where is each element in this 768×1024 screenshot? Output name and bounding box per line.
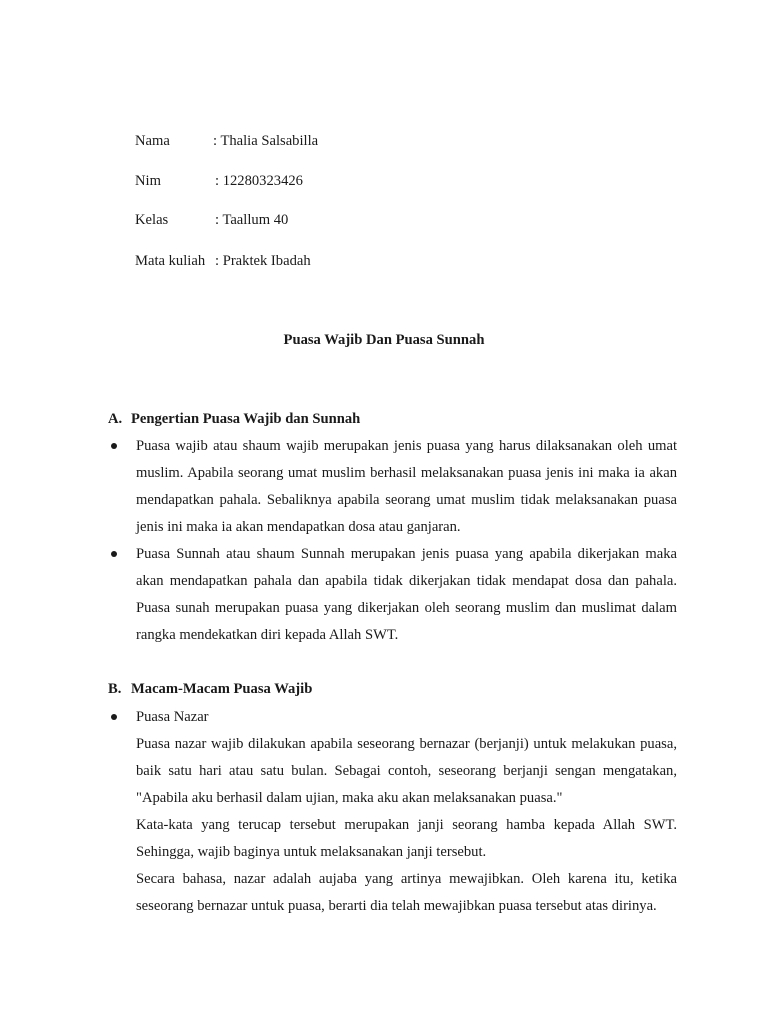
section-b-paragraph-3: Secara bahasa, nazar adalah aujaba yang artinya mewajibkan. Oleh karena itu, ketika seseorang bernazar untuk puasa, berarti dia telah mewajibkan puasa tersebut atas dirinya. bbox=[136, 871, 677, 914]
section-b-paragraph-1: Puasa nazar wajib dilakukan apabila seseorang bernazar (berjanji) untuk melakukan puasa, baik satu hari atau satu bulan. Sebagai contoh, seseorang berjanji sengan mengatakan, "Apabila aku berhasil dalam ujian, maka aku akan melaksanakan puasa." bbox=[136, 736, 677, 806]
section-b-paragraph-2: Kata-kata yang terucap tersebut merupakan janji seorang hamba kepada Allah SWT. Sehingga, wajib baginya untuk melaksanakan janji tersebut. bbox=[136, 817, 677, 860]
section-a-heading bbox=[108, 409, 360, 429]
section-b-letter: B. bbox=[108, 681, 122, 697]
bullet-dot-icon bbox=[111, 714, 117, 720]
bullet-dot-icon bbox=[111, 551, 117, 557]
kelas-label: Kelas bbox=[135, 212, 169, 228]
nim-value: : 12280323426 bbox=[215, 173, 303, 189]
nim-label: Nim bbox=[135, 173, 161, 189]
section-a-letter: A. bbox=[108, 411, 123, 427]
section-b-title: Macam-Macam Puasa Wajib bbox=[131, 681, 313, 697]
nama-label: Nama bbox=[135, 133, 170, 149]
section-a-bullet-1-text: Puasa wajib atau shaum wajib merupakan jenis puasa yang harus dilaksanakan oleh umat muslim. Apabila seorang umat muslim berhasil melaksanakan puasa jenis ini maka ia akan mendapatkan pahala. Sebaliknya apabila seorang umat muslim tidak melaksanakan puasa jenis ini maka ia akan mendapatkan dosa atau ganjaran. bbox=[136, 438, 677, 535]
document-title: Puasa Wajib Dan Puasa Sunnah bbox=[283, 332, 485, 348]
section-b-bullet-text: Puasa Nazar bbox=[136, 709, 209, 725]
kelas-value: : Taallum 40 bbox=[215, 212, 289, 228]
bullet-dot-icon bbox=[111, 443, 117, 449]
mata-kuliah-value: : Praktek Ibadah bbox=[215, 253, 311, 269]
section-a-title: Pengertian Puasa Wajib dan Sunnah bbox=[131, 411, 361, 427]
nama-value: : Thalia Salsabilla bbox=[213, 133, 319, 149]
section-b-heading bbox=[108, 679, 312, 699]
section-a-bullet-2-text: Puasa Sunnah atau shaum Sunnah merupakan jenis puasa yang apabila dikerjakan maka akan mendapatkan pahala dan apabila tidak dikerjakan tidak mendapat dosa dan pahala. Puasa sunah merupakan puasa yang dikerjakan oleh seorang muslim dan muslimat dalam rangka mendekatkan diri kepada Allah SWT. bbox=[136, 546, 677, 643]
mata-kuliah-label: Mata kuliah bbox=[135, 253, 206, 269]
